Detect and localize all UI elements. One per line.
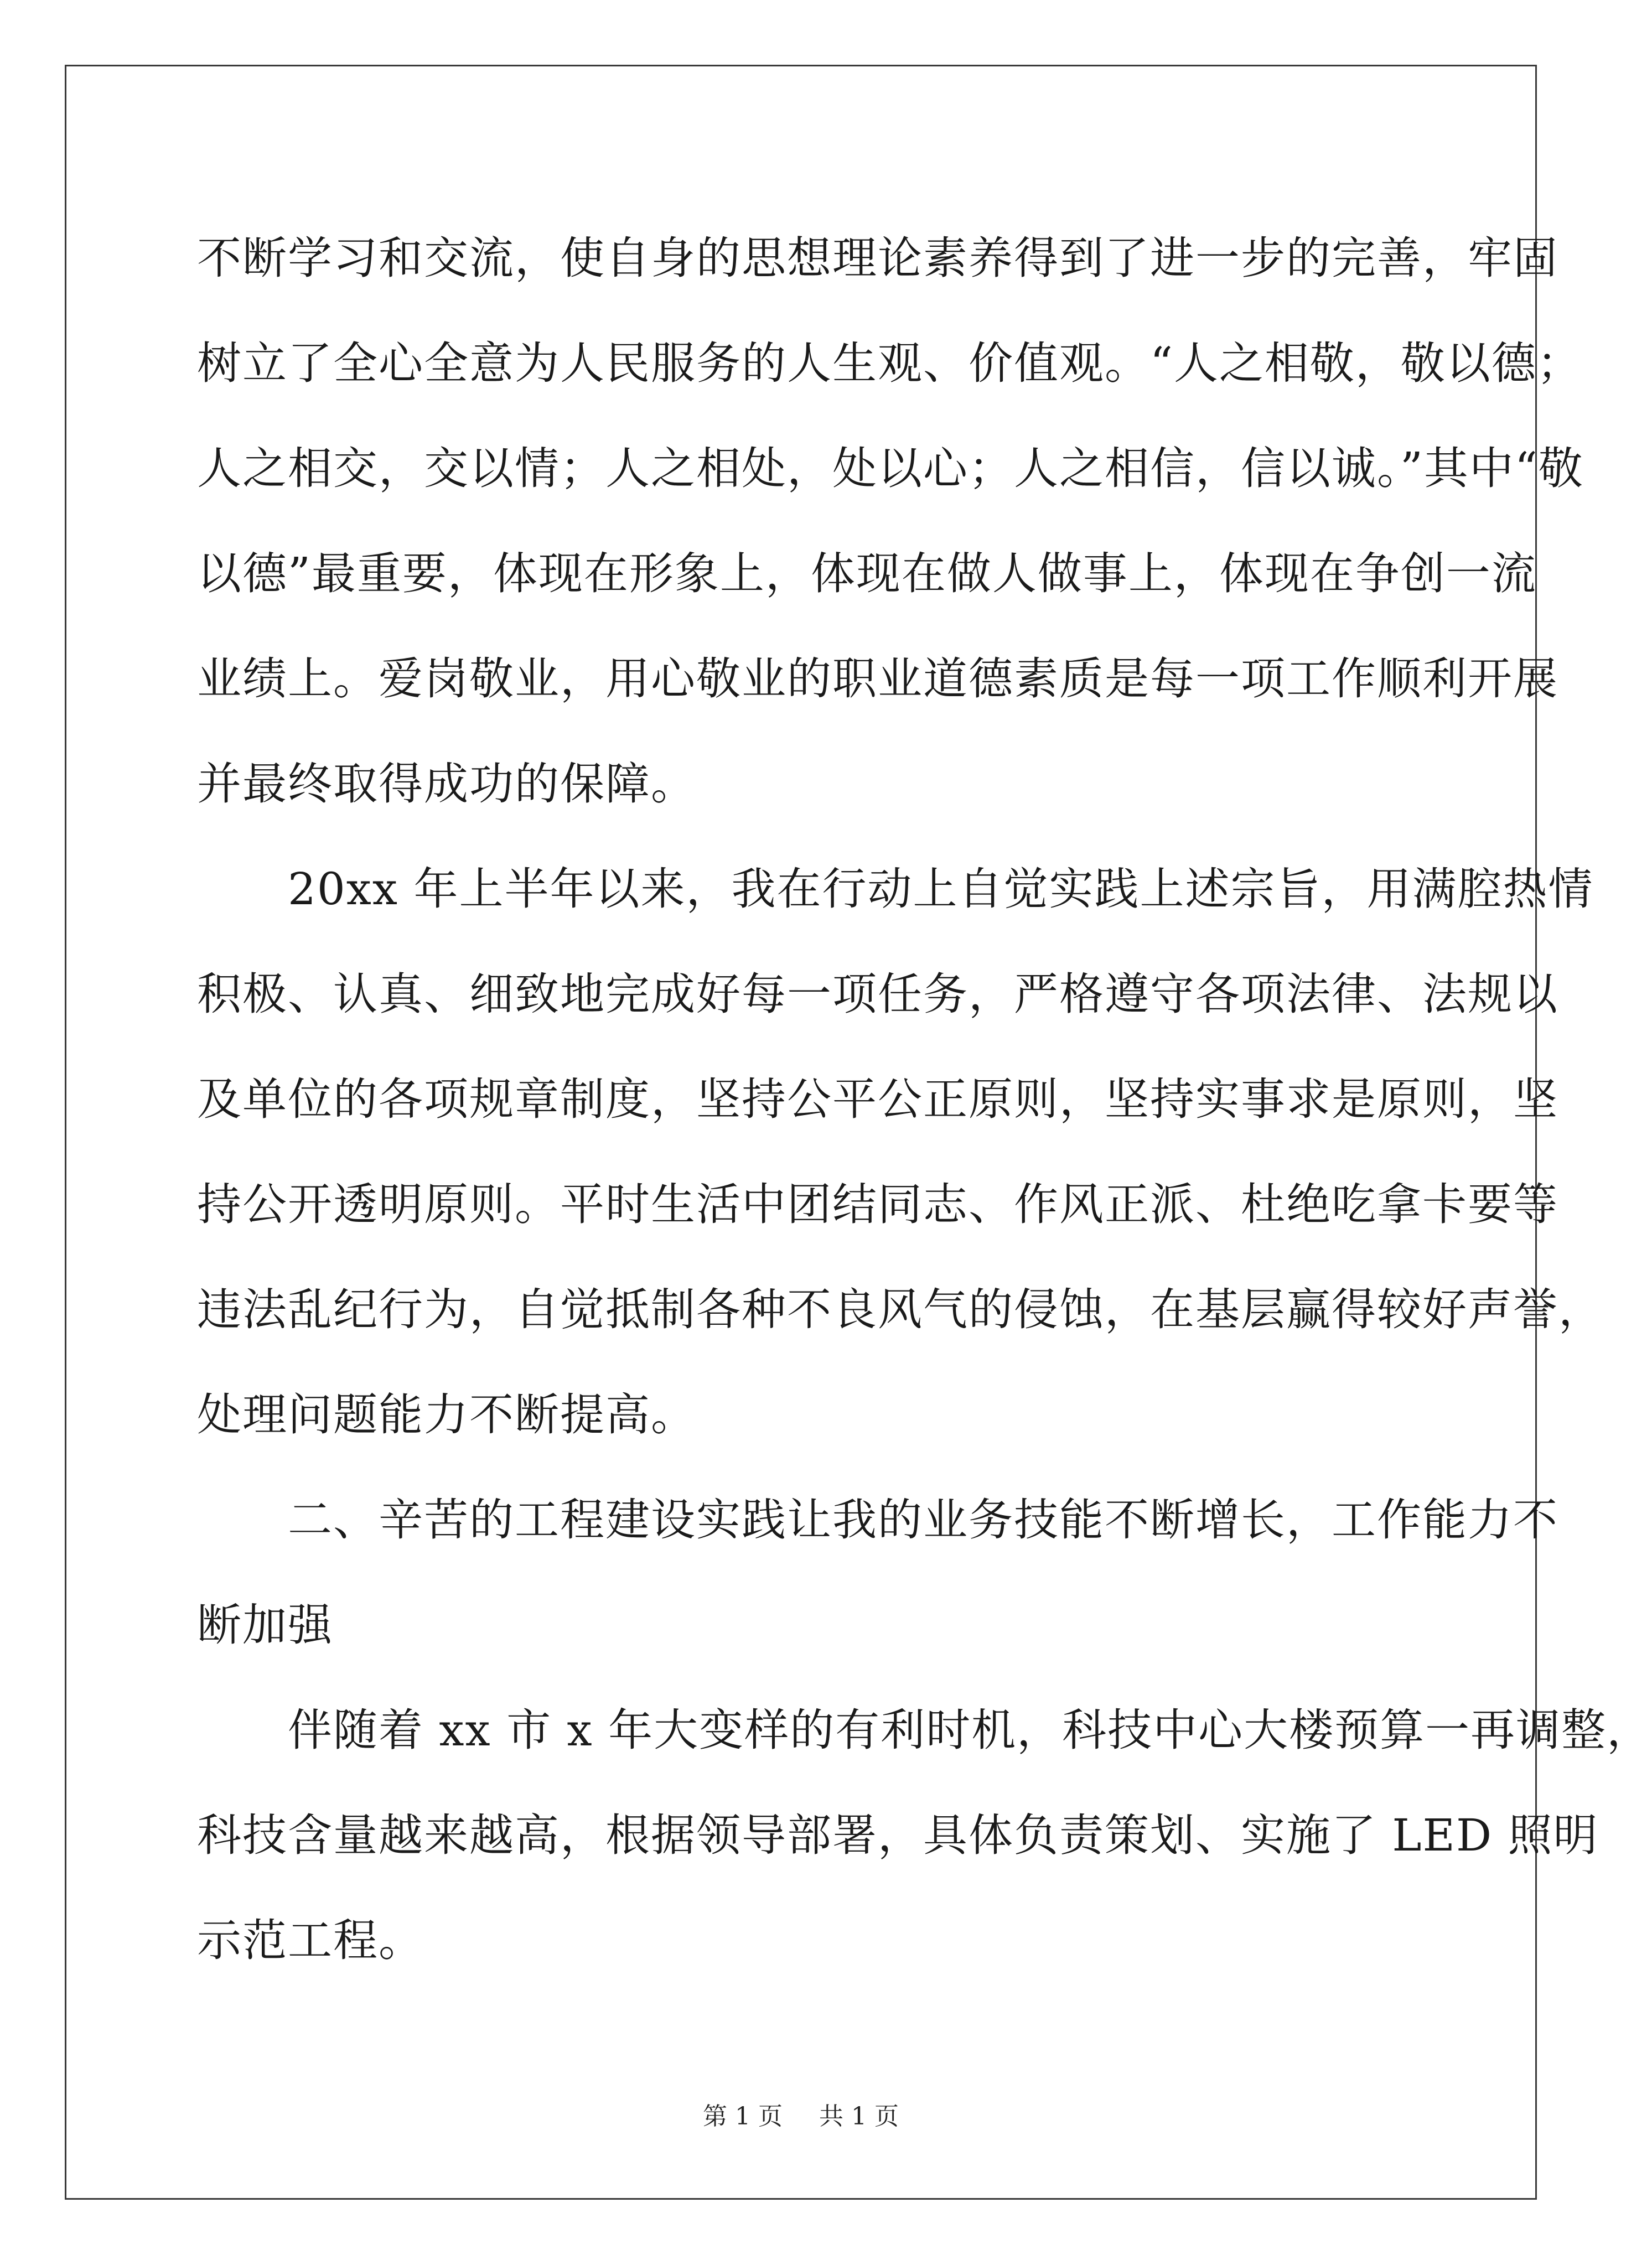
- text-line: 处理问题能力不断提高。: [197, 1389, 696, 1440]
- text-line: 不断学习和交流，使自身的思想理论素养得到了进一步的完善，牢固: [197, 232, 1558, 284]
- text-line: 业绩上。爱岗敬业，用心敬业的职业道德素质是每一项工作顺利开展: [197, 653, 1558, 704]
- text-line: 二、辛苦的工程建设实践让我的业务技能不断增长，工作能力不: [197, 1494, 1558, 1546]
- text-line: 并最终取得成功的保障。: [197, 758, 696, 810]
- total-pages: 共 1 页: [819, 2102, 899, 2131]
- text-line: 持公开透明原则。平时生活中团结同志、作风正派、杜绝吃拿卡要等: [197, 1179, 1558, 1230]
- text-line: 以德”最重要，体现在形象上，体现在做人做事上，体现在争创一流: [197, 548, 1537, 599]
- text-line: 违法乱纪行为，自觉抵制各种不良风气的侵蚀，在基层赢得较好声誉，: [197, 1284, 1604, 1335]
- text-line: 树立了全心全意为人民服务的人生观、价值观。“人之相敬，敬以德；: [197, 338, 1582, 389]
- text-line: 断加强: [197, 1599, 333, 1651]
- text-line: 积极、认真、细致地完成好每一项任务，严格遵守各项法律、法规以: [197, 968, 1558, 1020]
- page-number: 第 1 页: [703, 2102, 783, 2131]
- text-line: 科技含量越来越高，根据领导部署，具体负责策划、实施了 LED 照明: [197, 1810, 1599, 1861]
- text-line: 及单位的各项规章制度，坚持公平公正原则，坚持实事求是原则，坚: [197, 1074, 1558, 1125]
- document-body: [197, 206, 1652, 1993]
- text-line: 20xx 年上半年以来，我在行动上自觉实践上述宗旨，用满腔热情: [197, 863, 1594, 915]
- text-line: 人之相交，交以情；人之相处，处以心；人之相信，信以诚。”其中“敬: [197, 443, 1584, 494]
- page-footer: [0, 2100, 1602, 2133]
- text-line: 示范工程。: [197, 1915, 424, 1966]
- text-line: 伴随着 xx 市 x 年大变样的有利时机，科技中心大楼预算一再调整，: [197, 1704, 1652, 1756]
